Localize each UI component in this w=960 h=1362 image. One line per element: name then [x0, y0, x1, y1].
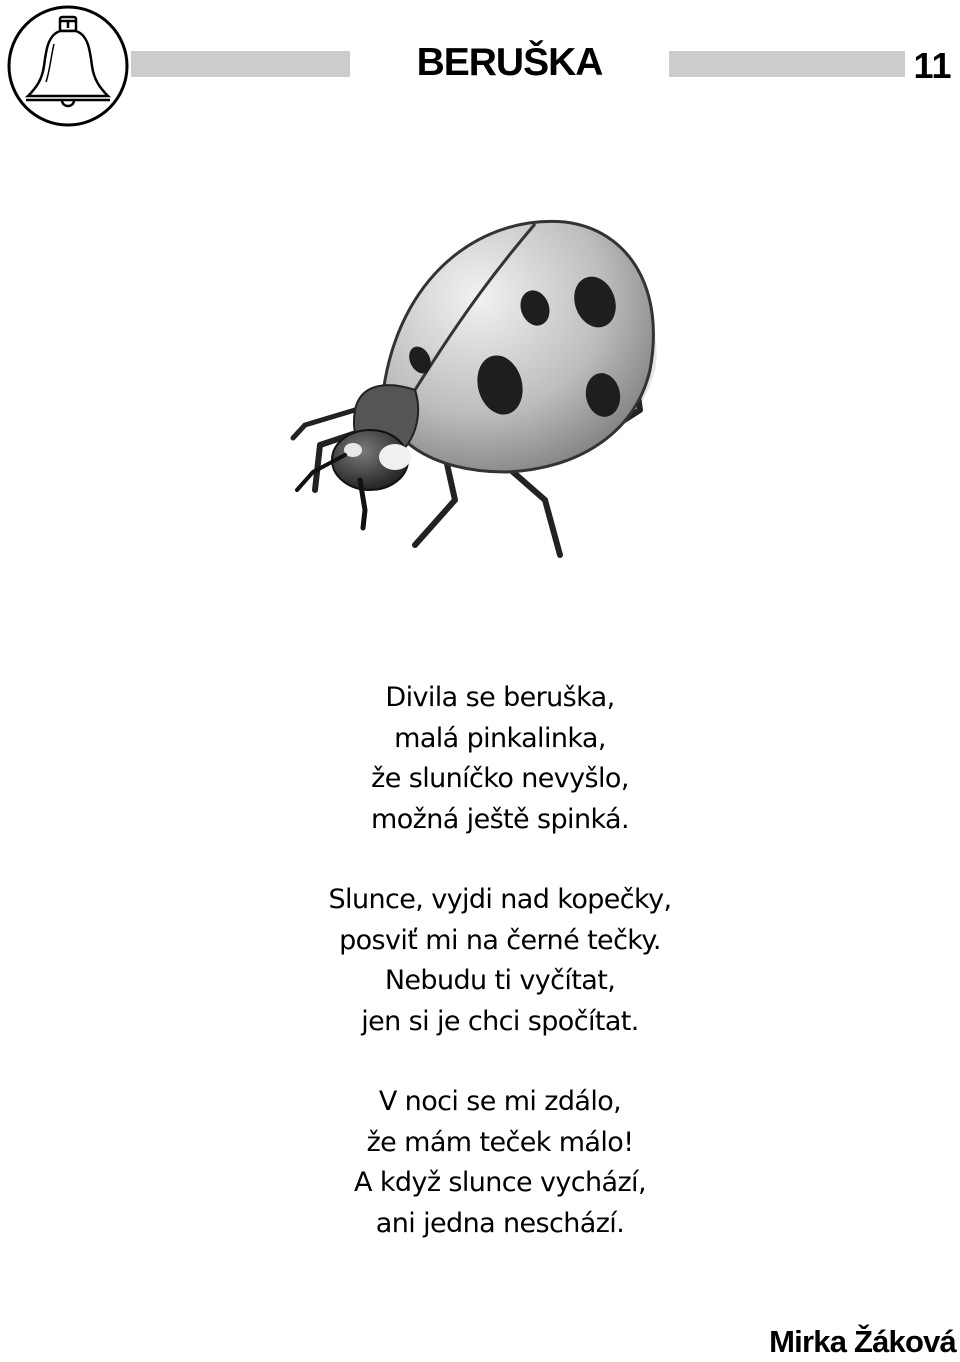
author-name: Mirka Žáková	[769, 1324, 956, 1359]
poem-line: že sluníčko nevyšlo,	[371, 763, 629, 794]
header-bar-left	[131, 51, 350, 77]
header-bar-right	[669, 51, 905, 77]
poem-line: jen si je chci spočítat.	[361, 1005, 639, 1037]
poem-stanza-3	[200, 1082, 800, 1244]
poem-stanza-2	[200, 880, 800, 1042]
page-number: 11	[913, 45, 952, 86]
poem-stanza-1	[200, 678, 800, 840]
poem-line: Slunce, vyjdi nad kopečky,	[328, 884, 672, 915]
poem-line: Nebudu ti vyčítat,	[384, 965, 616, 996]
poem	[200, 678, 800, 1284]
poem-line: ani jedna neschází.	[375, 1207, 625, 1239]
poem-line: A když slunce vychází,	[354, 1167, 646, 1198]
poem-line: možná ještě spinká.	[371, 803, 629, 835]
poem-line: V noci se mi zdálo,	[378, 1086, 622, 1117]
page-title: BERUŠKA	[416, 41, 603, 84]
ladybug-illustration	[285, 210, 675, 570]
poem-line: malá pinkalinka,	[394, 722, 606, 754]
poem-line: že mám teček málo!	[366, 1126, 634, 1158]
poem-line: posviť mi na černé tečky.	[339, 924, 661, 956]
poem-line: Divila se beruška,	[385, 682, 615, 713]
bell-icon	[6, 4, 130, 128]
